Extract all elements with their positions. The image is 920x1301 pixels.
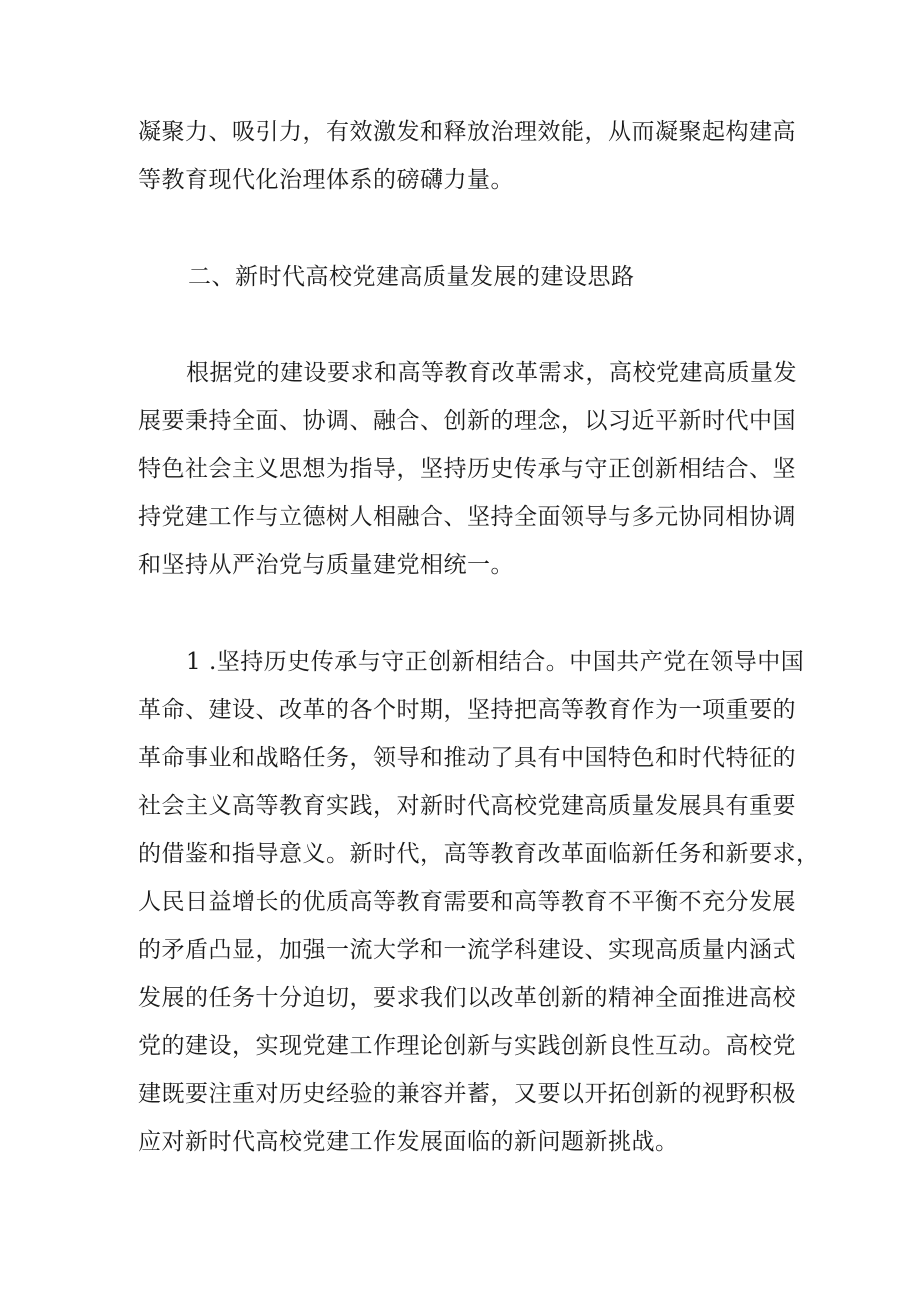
text-line: 展要秉持全面、协调、融合、创新的理念，以习近平新时代中国	[138, 408, 796, 434]
text-line: 特色社会主义思想为指导，坚持历史传承与守正创新相结合、坚	[138, 456, 796, 482]
text-line: 应对新时代高校党建工作发展面临的新问题新挑战。	[138, 1129, 679, 1155]
text-line: 的借鉴和指导意义。新时代，高等教育改革面临新任务和新要求，	[138, 841, 820, 867]
text-line: 凝聚力、吸引力，有效激发和释放治理效能，从而凝聚起构建高	[138, 119, 796, 145]
text-line: 人民日益增长的优质高等教育需要和高等教育不平衡不充分发展	[138, 889, 796, 915]
section-heading: 二、新时代高校党建高质量发展的建设思路	[188, 264, 635, 290]
text-line: 的矛盾凸显，加强一流大学和一流学科建设、实现高质量内涵式	[138, 937, 796, 963]
text-line: 根据党的建设要求和高等教育改革需求，高校党建高质量发	[186, 360, 797, 386]
text-line: 等教育现代化治理体系的磅礴力量。	[138, 167, 514, 193]
text-line: 建既要注重对历史经验的兼容并蓄，又要以开拓创新的视野积极	[138, 1081, 796, 1107]
text-line: 革命事业和战略任务，领导和推动了具有中国特色和时代特征的	[138, 745, 796, 771]
text-line: 党的建设，实现党建工作理论创新与实践创新良性互动。高校党	[138, 1033, 796, 1059]
text-line: 社会主义高等教育实践，对新时代高校党建高质量发展具有重要	[138, 793, 796, 819]
text-line: 革命、建设、改革的各个时期，坚持把高等教育作为一项重要的	[138, 697, 796, 723]
text-line: 和坚持从严治党与质量建党相统一。	[138, 552, 514, 578]
text-line: 发展的任务十分迫切，要求我们以改革创新的精神全面推进高校	[138, 985, 796, 1011]
text-line: 1 .坚持历史传承与守正创新相结合。中国共产党在领导中国	[186, 649, 805, 675]
text-line: 持党建工作与立德树人相融合、坚持全面领导与多元协同相协调	[138, 504, 796, 530]
